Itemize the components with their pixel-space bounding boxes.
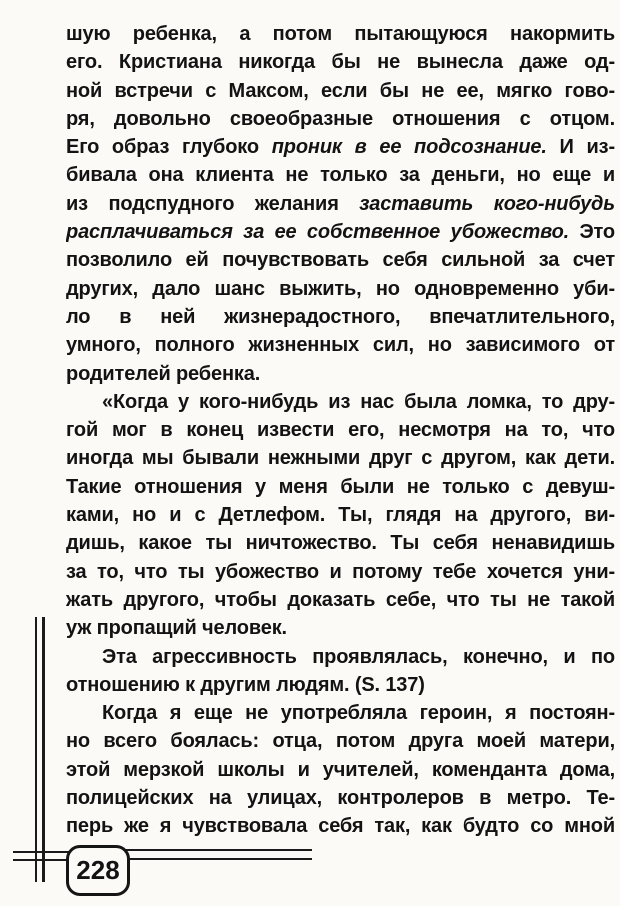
text-line [66,784,615,812]
text-line [66,473,615,501]
body-text: ло в ней жизнерадостного, впечатлительного, [66,305,615,328]
emphasized-text: проник в ее подсознание. [271,136,547,159]
text-line [66,105,615,133]
text-line [66,190,615,218]
body-text: Эта агрессивность проявлялась, конечно, и по [102,645,615,668]
body-text: перь же я чувствовала себя так, как будто со мной [66,815,615,838]
text-line [66,529,615,557]
text-line [66,416,615,444]
text-line [66,812,615,840]
body-text: из подспудного желания [66,192,360,215]
body-text: позволило ей почувствовать себя сильной за счет [66,249,615,272]
text-line [66,501,615,529]
body-text: гой мог в конец извести его, несмотря на то, что [66,419,615,442]
text-line [66,756,615,784]
body-text: шую ребенка, а потом пытающуюся накормить [66,23,615,45]
body-text: жать другого, чтобы доказать себе, что ты не такой [66,588,615,611]
body-text: умного, полного жизненных сил, но зависимого от [66,334,615,357]
margin-double-rule-vertical [35,617,45,882]
text-line [66,246,615,274]
text-line [66,360,615,388]
text-line [66,275,615,303]
body-text: отношению к другим людям. (S. 137) [66,673,425,696]
text-line [66,699,615,727]
emphasized-text: заставить кого-нибудь [359,192,615,215]
emphasized-text: расплачиваться за ее собственное убожество. [66,221,570,244]
body-text: Такие отношения у меня были не только с девуш- [66,475,615,498]
body-text: дишь, какое ты ничтожество. Ты себя ненавидишь [66,532,615,555]
text-line [66,133,615,161]
text-line [66,20,615,48]
text-line [66,643,615,671]
text-line [66,614,615,642]
text-line [66,161,615,189]
body-text: полицейских на улицах, контролеров в метро. Те- [66,787,615,810]
text-line [66,303,615,331]
body-text: Это [569,221,615,244]
footer-double-rule-left [13,851,69,861]
text-line [66,77,615,105]
body-text: иногда мы бывали нежными друг с другом, как дети. [66,447,615,470]
text-line [66,586,615,614]
body-text: ками, но и с Детлефом. Ты, глядя на другого, ви- [66,504,615,527]
text-line [66,388,615,416]
text-line [66,48,615,76]
text-line [66,331,615,359]
body-text: И из- [546,136,615,159]
text-block [66,20,615,841]
text-line [66,558,615,586]
body-text: уж пропащий человек. [66,617,287,640]
footer-double-rule-right [124,849,312,860]
text-line [66,671,615,699]
text-line [66,727,615,755]
body-text: ной встречи с Максом, если бы не ее, мягко гово- [66,79,615,102]
body-text: ря, довольно своеобразные отношения с отцом. [66,107,615,130]
page-number-badge [66,845,130,896]
text-line [66,444,615,472]
page-number: 228 [76,855,120,885]
body-text: родителей ребенка. [66,362,261,385]
body-text: Его образ глубоко [66,136,272,159]
body-text: других, дало шанс выжить, но одновременно уби- [66,277,615,300]
text-line [66,218,615,246]
body-text: бивала она клиента не только за деньги, но еще и [66,164,615,187]
body-text: но всего боялась: отца, потом друга моей матери, [66,730,615,753]
body-text: за то, что ты убожество и потому тебе хочется уни- [66,560,615,583]
body-text: Когда я еще не употребляла героин, я постоян- [102,702,615,725]
body-text: этой мерзкой школы и учителей, коменданта дома, [66,758,615,781]
body-text: «Когда у кого-нибудь из нас была ломка, то дру- [102,390,615,413]
body-text: его. Кристиана никогда бы не вынесла даже од- [66,51,615,74]
